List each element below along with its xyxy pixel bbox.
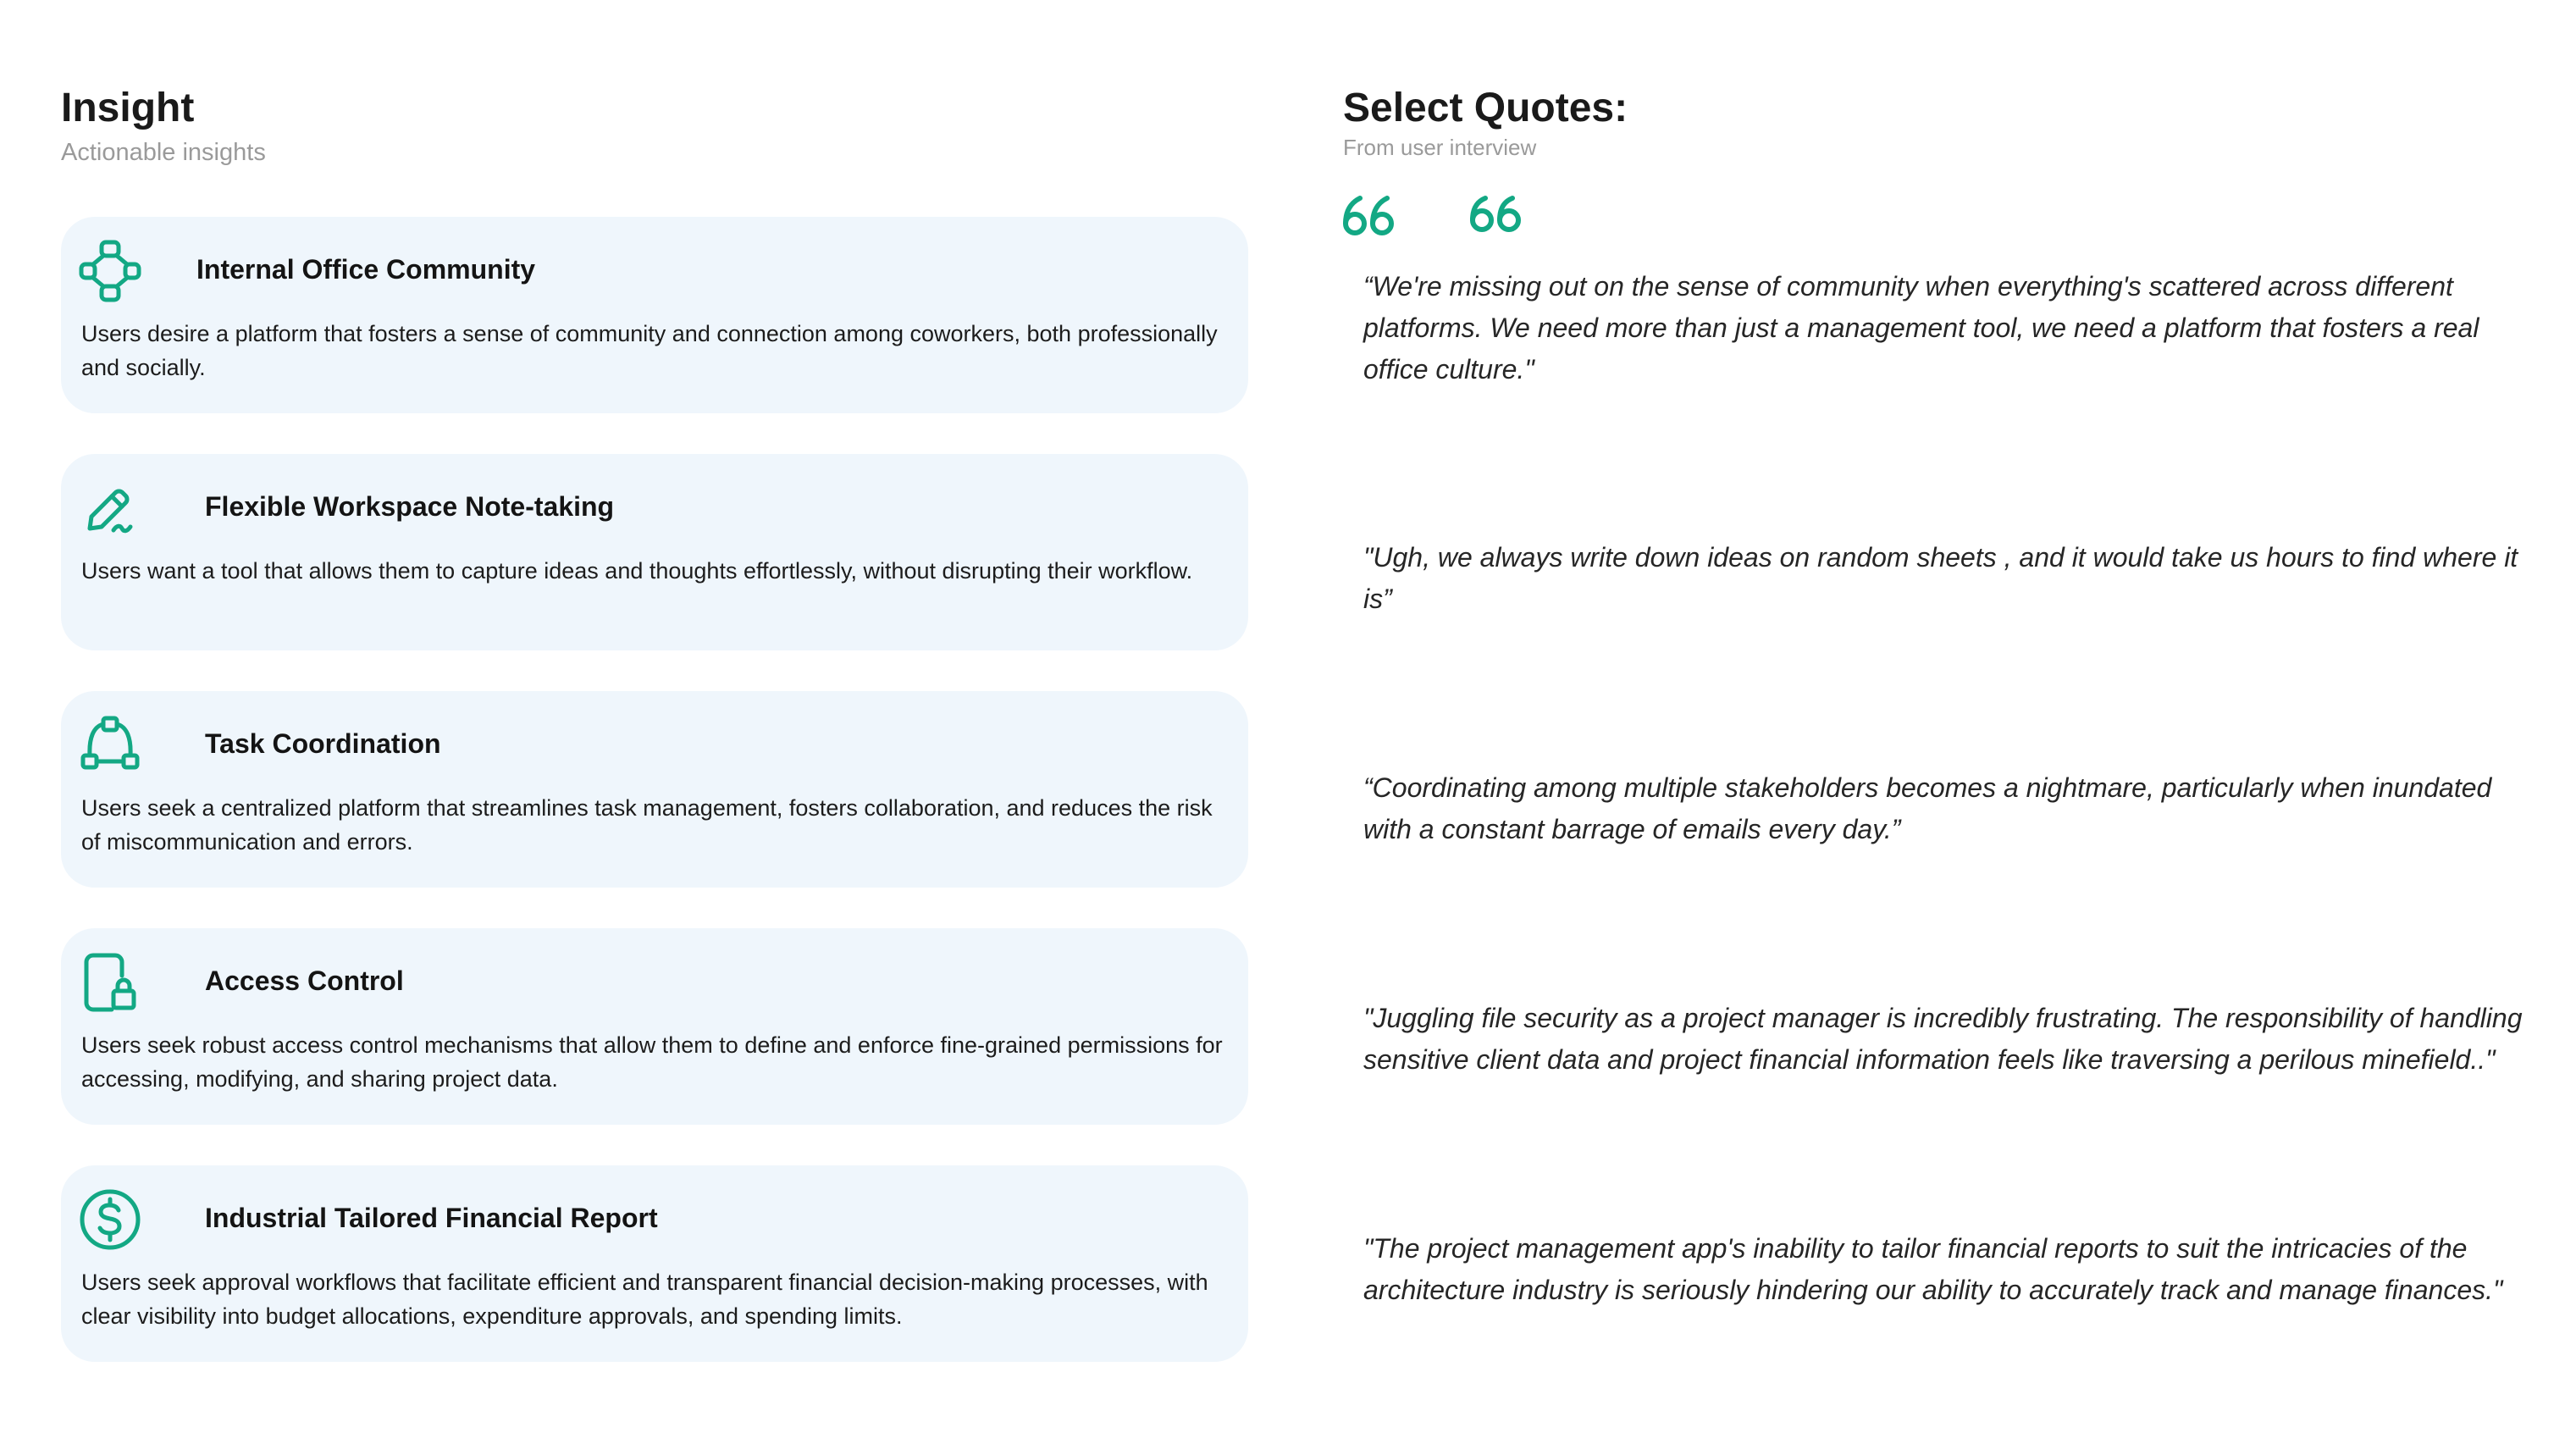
quote-financial-report: "The project management app's inability to tailor financial reports to suit the intricacies of the architecture industry is seriously hindering our ability to accurately track and manage finances." — [1363, 1233, 2503, 1305]
bezier-nodes-icon — [78, 713, 142, 777]
insight-subtitle: Actionable insights — [61, 139, 266, 166]
quotes-title: Select Quotes: — [1343, 86, 1628, 130]
insight-card-access-control — [61, 928, 1248, 1125]
community-network-icon — [78, 239, 142, 303]
insight-card-title: Internal Office Community — [196, 254, 536, 285]
quote-note-taking: "Ugh, we always write down ideas on random sheets , and it would take us hours to find where it is” — [1363, 542, 2518, 614]
insight-card-title: Industrial Tailored Financial Report — [205, 1203, 658, 1233]
quotes-section — [1343, 85, 2529, 1305]
insight-card-note-taking — [61, 454, 1248, 650]
quote-task-coordination: “Coordinating among multiple stakeholders becomes a nightmare, particularly when inundated with a constant barrage of emails every day.” — [1363, 772, 2492, 844]
insight-card-body: Users seek approval workflows that facilitate efficient and transparent financial decision-making processes, with clear visibility into budget allocations, expenditure approvals, and spending limits. — [81, 1270, 1208, 1329]
insight-card-body: Users seek robust access control mechanisms that allow them to define and enforce fine-grained permissions for accessing, modifying, and sharing project data. — [81, 1032, 1223, 1092]
insight-card-task-coordination — [61, 691, 1248, 888]
insight-card-body: Users want a tool that allows them to capture ideas and thoughts effortlessly, without disrupting their workflow. — [81, 558, 1193, 584]
quotes-subtitle: From user interview — [1343, 135, 1537, 160]
insight-card-financial-report — [61, 1165, 1248, 1362]
insight-section — [61, 85, 1248, 1329]
insight-card-body: Users seek a centralized platform that streamlines task management, fosters collaboration, and reduces the risk of miscommunication and errors. — [81, 795, 1213, 855]
quote-access-control: "Juggling file security as a project manager is incredibly frustrating. The responsibility of handling sensitive client data and project financial information feels like traversing a perilous minefield.." — [1363, 1003, 2523, 1075]
quote-marks-icon — [1338, 186, 1541, 246]
insight-title: Insight — [61, 86, 195, 130]
insight-card-body: Users desire a platform that fosters a sense of community and connection among coworkers, both professionally and socially. — [81, 321, 1218, 380]
insight-card-title: Task Coordination — [205, 728, 441, 759]
dollar-circle-icon — [78, 1187, 142, 1252]
insight-card-title: Access Control — [205, 965, 404, 996]
insight-card-title: Flexible Workspace Note-taking — [205, 491, 615, 522]
insight-card-community — [61, 217, 1248, 413]
pen-signature-icon — [78, 476, 142, 540]
quote-community: “We're missing out on the sense of community when everything's scattered across different platforms. We need more than just a management tool, we need a platform that fosters a real office culture." — [1363, 271, 2479, 385]
lock-device-icon — [78, 950, 142, 1015]
